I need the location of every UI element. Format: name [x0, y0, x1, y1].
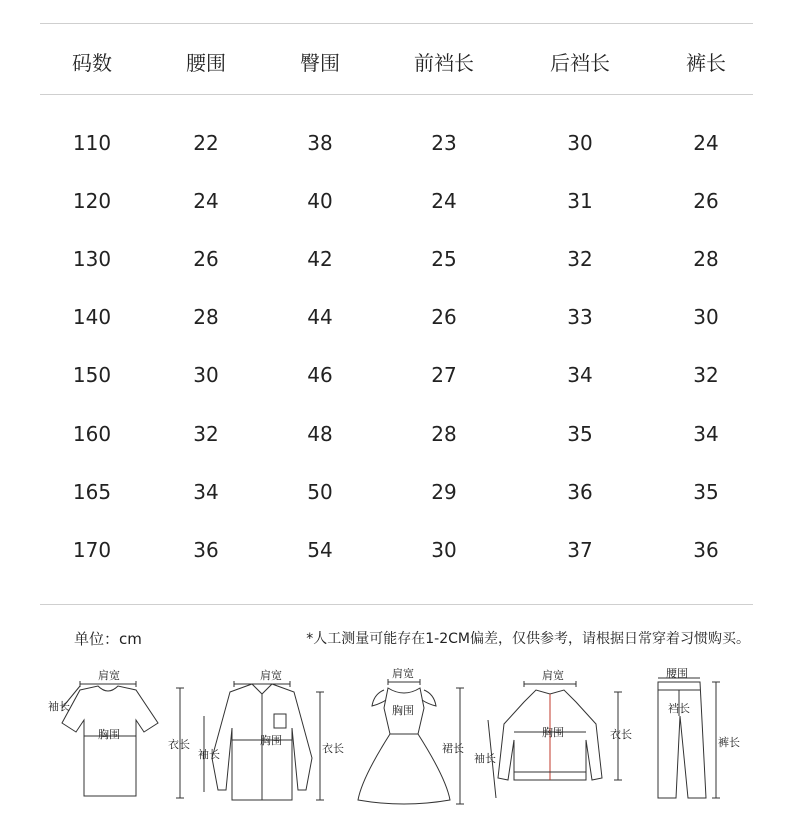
cell-size: 140 [72, 305, 112, 329]
cell-size: 165 [72, 480, 112, 504]
cell-pants-length: 36 [693, 538, 719, 562]
tshirt-sleeve-label: 袖长 [48, 700, 70, 713]
jacket-icon [488, 681, 622, 798]
pants-crotch-label: 裆长 [668, 702, 690, 715]
cell-back-rise: 37 [567, 538, 593, 562]
cell-hip: 50 [307, 480, 333, 504]
tshirt-length-label: 衣长 [168, 738, 190, 751]
header-waist: 腰围 [186, 51, 226, 75]
cell-size: 160 [72, 422, 112, 446]
cell-pants-length: 24 [693, 131, 719, 155]
header-back-rise: 后裆长 [550, 51, 610, 75]
pants-icon [658, 678, 720, 798]
cell-back-rise: 31 [567, 189, 593, 213]
header-hip: 臀围 [300, 51, 340, 75]
top-rule [40, 23, 753, 24]
cell-waist: 32 [193, 422, 219, 446]
cell-waist: 24 [193, 189, 219, 213]
jacket-chest-label: 胸围 [542, 726, 564, 739]
cell-back-rise: 32 [567, 247, 593, 271]
tshirt-chest-label: 胸围 [98, 728, 120, 741]
cell-pants-length: 28 [693, 247, 719, 271]
cell-front-rise: 30 [431, 538, 457, 562]
cell-waist: 30 [193, 363, 219, 387]
dress-chest-label: 胸围 [392, 704, 414, 717]
cell-pants-length: 32 [693, 363, 719, 387]
cell-waist: 22 [193, 131, 219, 155]
cell-hip: 40 [307, 189, 333, 213]
jacket-sleeve-label: 袖长 [474, 752, 496, 765]
cell-pants-length: 30 [693, 305, 719, 329]
cell-front-rise: 23 [431, 131, 457, 155]
tshirt-shoulder-label: 肩宽 [98, 669, 120, 682]
cell-waist: 28 [193, 305, 219, 329]
pants-waist-label: 腰围 [666, 668, 688, 680]
cell-size: 110 [72, 131, 112, 155]
shirt-sleeve-label: 袖长 [198, 748, 220, 761]
cell-waist: 26 [193, 247, 219, 271]
cell-front-rise: 28 [431, 422, 457, 446]
cell-size: 170 [72, 538, 112, 562]
cell-hip: 46 [307, 363, 333, 387]
cell-front-rise: 27 [431, 363, 457, 387]
dress-skirt-label: 裙长 [442, 742, 464, 755]
cell-back-rise: 34 [567, 363, 593, 387]
cell-hip: 44 [307, 305, 333, 329]
cell-pants-length: 35 [693, 480, 719, 504]
shirt-shoulder-label: 肩宽 [260, 669, 282, 682]
cell-front-rise: 24 [431, 189, 457, 213]
cell-waist: 36 [193, 538, 219, 562]
cell-hip: 48 [307, 422, 333, 446]
cell-front-rise: 29 [431, 480, 457, 504]
header-pants-length: 裤长 [686, 51, 726, 75]
measurement-note: *人工测量可能存在1-2CM偏差，仅供参考，请根据日常穿着习惯购买。 [306, 631, 750, 647]
header-rule [40, 94, 753, 95]
header-front-rise: 前裆长 [414, 51, 474, 75]
cell-back-rise: 35 [567, 422, 593, 446]
jacket-shoulder-label: 肩宽 [542, 669, 564, 682]
jacket-length-label: 衣长 [610, 728, 632, 741]
cell-size: 130 [72, 247, 112, 271]
measurement-diagrams [40, 668, 780, 818]
cell-front-rise: 26 [431, 305, 457, 329]
header-size: 码数 [72, 51, 112, 75]
tshirt-icon [62, 681, 184, 798]
cell-pants-length: 34 [693, 422, 719, 446]
cell-back-rise: 30 [567, 131, 593, 155]
cell-pants-length: 26 [693, 189, 719, 213]
cell-front-rise: 25 [431, 247, 457, 271]
cell-size: 120 [72, 189, 112, 213]
bottom-rule [40, 604, 753, 605]
pants-length-label: 裤长 [718, 736, 740, 749]
cell-back-rise: 36 [567, 480, 593, 504]
cell-size: 150 [72, 363, 112, 387]
cell-back-rise: 33 [567, 305, 593, 329]
dress-shoulder-label: 肩宽 [392, 668, 414, 680]
shirt-chest-label: 胸围 [260, 734, 282, 747]
shirt-length-label: 衣长 [322, 742, 344, 755]
cell-hip: 42 [307, 247, 333, 271]
unit-label: 单位：cm [74, 630, 142, 648]
cell-hip: 38 [307, 131, 333, 155]
cell-hip: 54 [307, 538, 333, 562]
cell-waist: 34 [193, 480, 219, 504]
